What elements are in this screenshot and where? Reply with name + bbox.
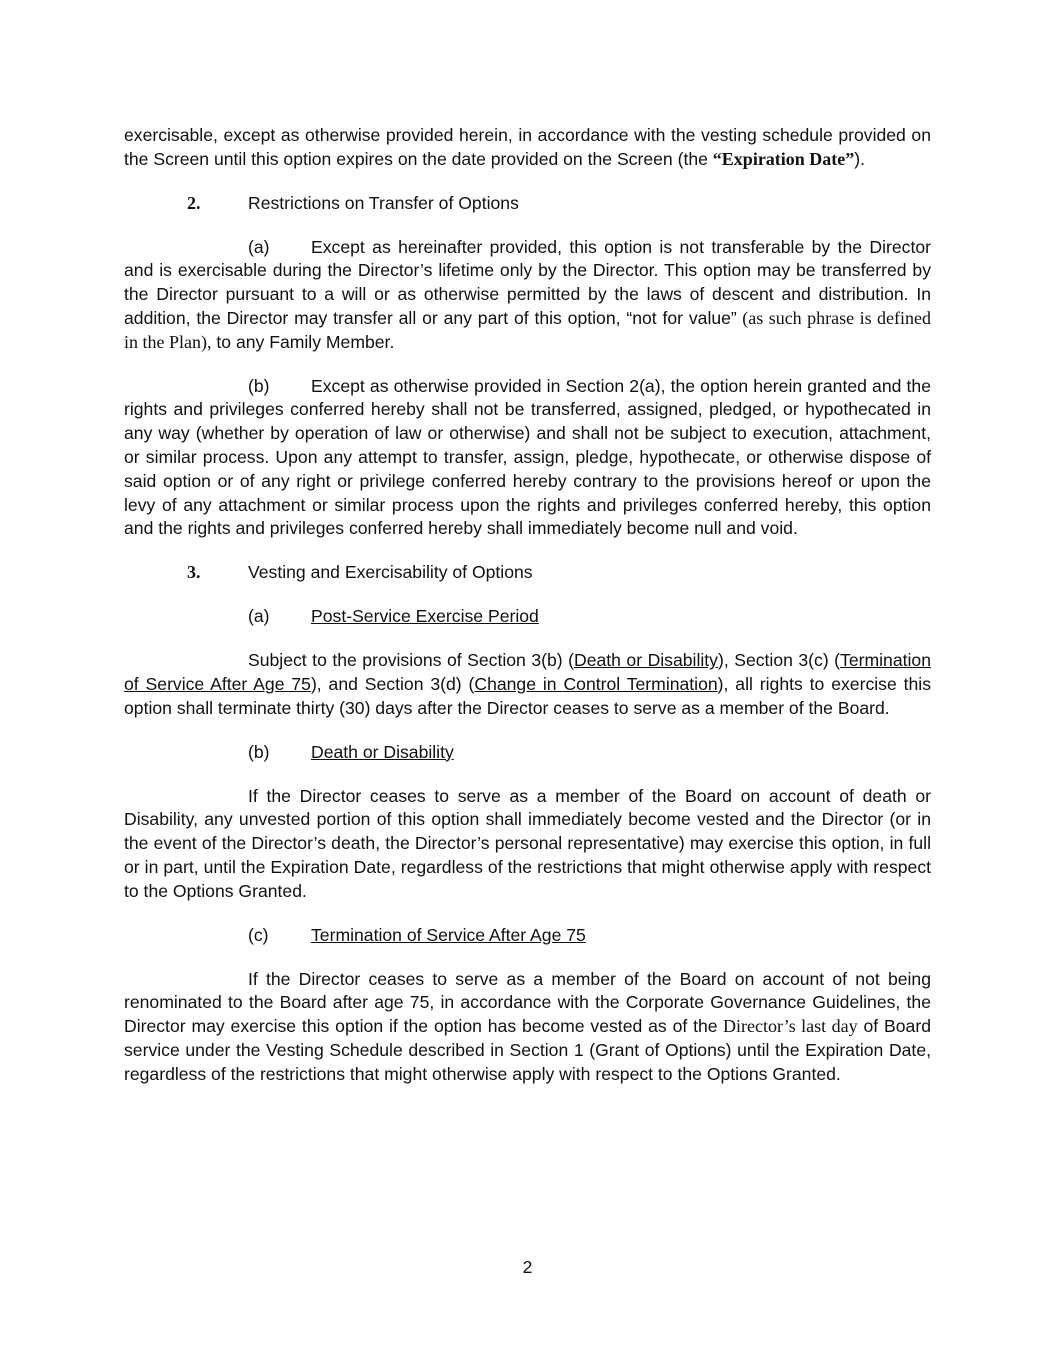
section-2-number: 2. [187, 192, 201, 213]
section-2a-text-1: Except as hereinafter provided, this option is not transferable by the Director and is exercisable during the Director’s lifetime only by the Director. This option may be transferred by the Director pursuant to a will or as otherwise permitted by the laws of descent and distribution. In addition, the Director may transfer all or any part of this option, “not for value” [124, 236, 931, 328]
section-2a-paragraph [124, 236, 931, 355]
section-3-title: Vesting and Exercisability of Options [248, 562, 533, 583]
section-3a-text-3: ), and Section 3(d) ( [310, 673, 475, 694]
section-3b-paragraph [124, 785, 931, 904]
section-3c-title: Termination of Service After Age 75 [311, 924, 586, 945]
section-2-heading [124, 192, 931, 216]
expiration-date-term: “Expiration Date” [712, 148, 855, 169]
section-3c-paragraph [124, 968, 931, 1087]
section-3a-text-1: Subject to the provisions of Section 3(b) ( [248, 650, 574, 671]
section-3b-title: Death or Disability [311, 741, 454, 762]
ref-change-in-control-termination: Change in Control Termination [474, 673, 718, 694]
section-3a-text-4: ), all rights to exercise this option shall terminate thirty (30) days after the Director ceases to serve as a member of the Board. [124, 673, 931, 718]
intro-text: exercisable, except as otherwise provided herein, in accordance with the vesting schedule provided on the Screen until this option expires on the date provided on the Screen (the [124, 125, 931, 169]
page-number: 2 [522, 1257, 533, 1277]
section-3c-heading [124, 924, 931, 948]
section-3b-label: (b) [248, 741, 270, 762]
section-3a-text-2: ), Section 3(c) ( [717, 650, 841, 671]
intro-end: ). [854, 148, 866, 169]
intro-paragraph [124, 124, 931, 172]
section-3c-text-2: Director’s last day [717, 1016, 858, 1037]
section-3-heading [124, 561, 931, 585]
section-3b-heading [124, 741, 931, 765]
document-page [124, 124, 931, 1087]
section-3c-label: (c) [248, 924, 269, 945]
section-3c-text-1: If the Director ceases to serve as a member of the Board on account of not being renominated to the Board after age 75, in accordance with the Corporate Governance Guidelines, the Director may exercise this option if the option has become vested as of the [124, 968, 931, 1037]
section-2a-text-2: (as such phrase is defined in the Plan), [124, 307, 931, 352]
section-3a-paragraph [124, 649, 931, 720]
section-3a-label: (a) [248, 606, 270, 627]
section-3c-text-3: of Board service under the Vesting Schedule described in Section 1 (Grant of Options) until the Expiration Date, regardless of the restrictions that might otherwise apply with respect to the Options Granted. [124, 1016, 931, 1084]
ref-death-or-disability: Death or Disability [573, 650, 718, 671]
section-2b-text: Except as otherwise provided in Section 2(a), the option herein granted and the rights and privileges conferred hereby shall not be transferred, assigned, pledged, or hypothecated in any way (whether by operation of law or otherwise) and shall not be subject to execution, attachment, or similar process. Upon any attempt to transfer, assign, pledge, hypothecate, or otherwise dispose of said option or of any right or privilege conferred hereby contrary to the provisions hereof or upon the levy of any attachment or similar process upon the rights and privileges conferred hereby, this option and the rights and privileges conferred hereby shall immediately become null and void. [124, 375, 931, 539]
section-3-number: 3. [187, 562, 201, 583]
ref-termination-after-age-75: Termination of Service After Age 75 [124, 650, 931, 694]
section-2a-label: (a) [248, 236, 270, 257]
section-2-title: Restrictions on Transfer of Options [248, 192, 519, 213]
section-2a-text-3: to any Family Member. [211, 331, 395, 352]
section-2b-label: (b) [248, 375, 270, 396]
section-3a-heading [124, 605, 931, 629]
section-3b-text: If the Director ceases to serve as a member of the Board on account of death or Disability, any unvested portion of this option shall immediately become vested and the Director (or in the event of the Director’s death, the Director’s personal representative) may exercise this option, in full or in part, until the Expiration Date, regardless of the restrictions that might otherwise apply with respect to the Options Granted. [124, 785, 931, 901]
section-2b-paragraph [124, 375, 931, 542]
section-3a-title: Post-Service Exercise Period [311, 606, 539, 627]
